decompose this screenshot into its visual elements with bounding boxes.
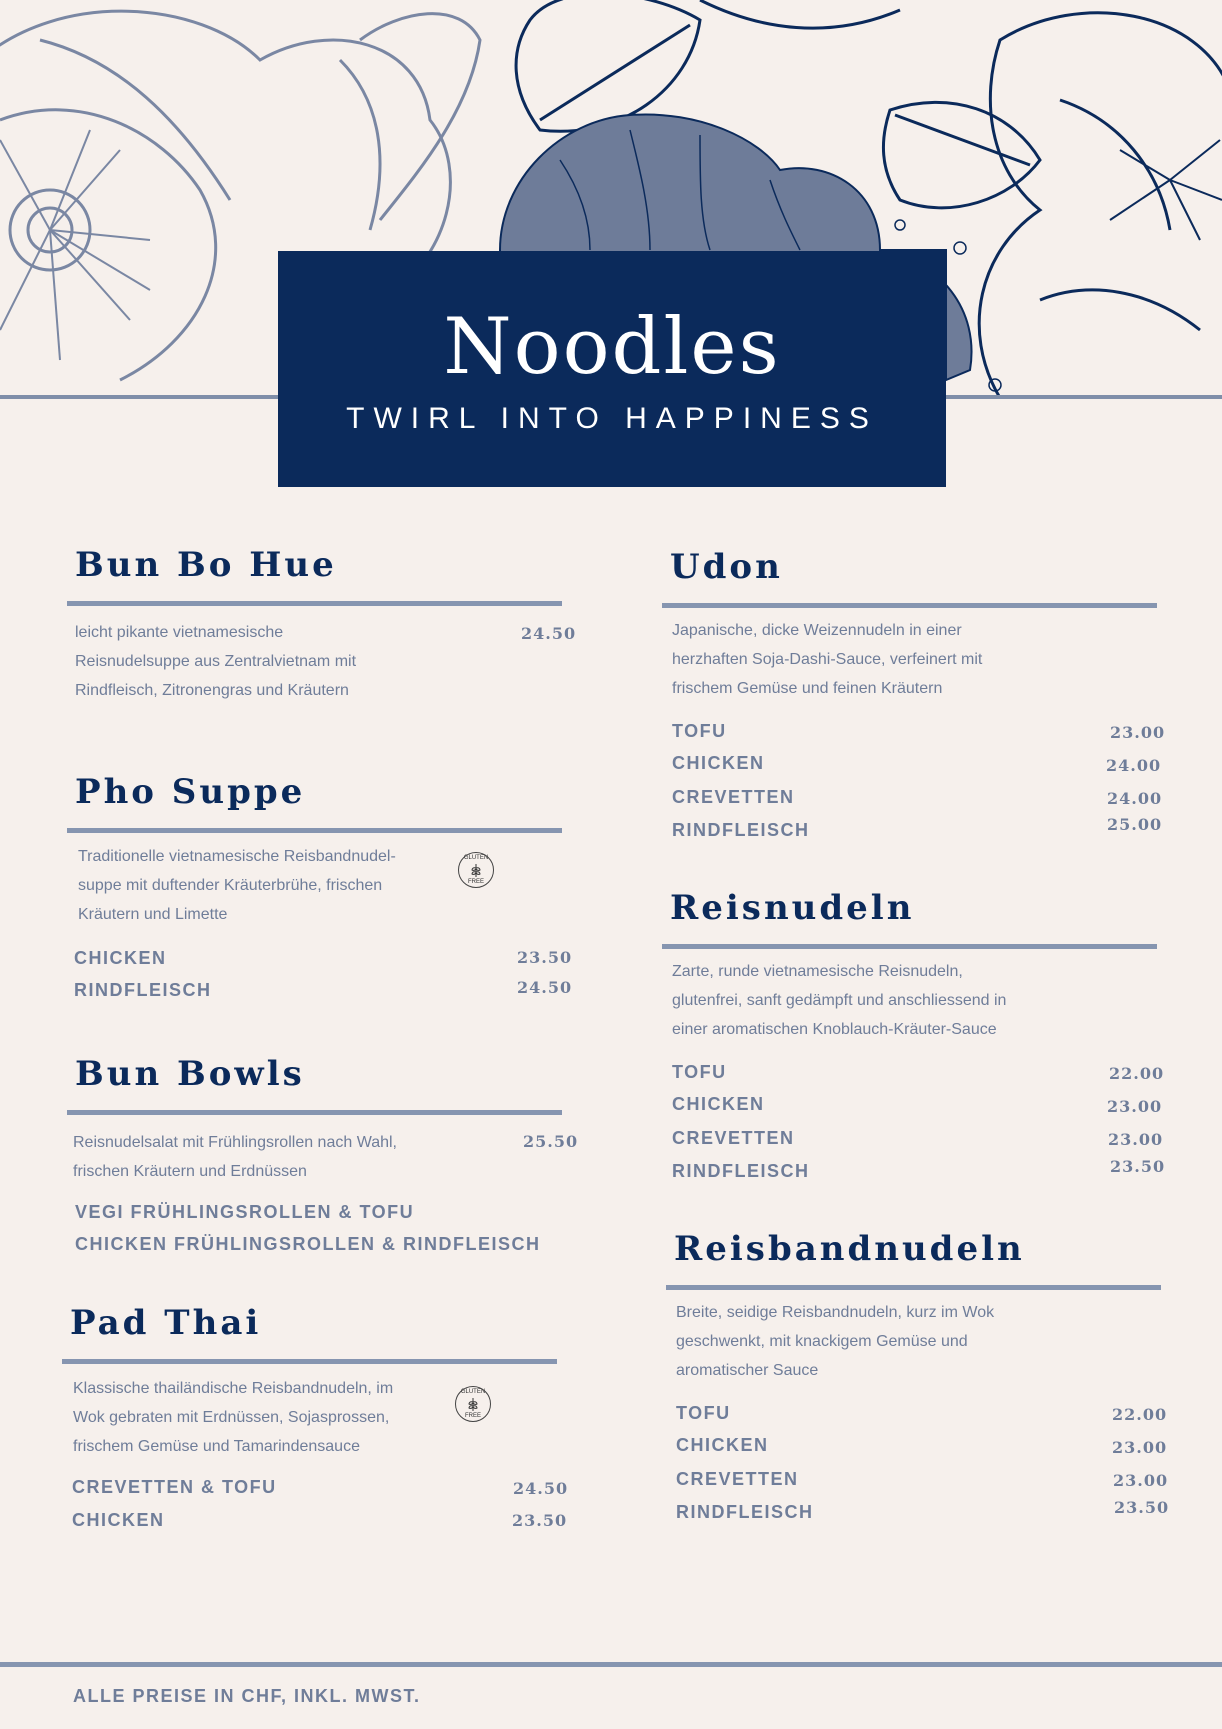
dish-price: 24.50 [521,624,577,643]
dish-description [672,616,982,703]
description-line: glutenfrei, sanft gedämpft und anschliessend in [672,992,1007,1009]
dish-price: 25.50 [523,1132,579,1151]
dish-description [78,842,396,929]
option-price: 25.00 [1107,815,1163,834]
option-price: 23.00 [1110,723,1166,742]
description-line: Wok gebraten mit Erdnüssen, Sojasprossen, [73,1409,390,1426]
option-name: CHICKEN [72,1510,165,1530]
section-rule [666,1285,1161,1290]
description-line: frischen Kräutern und Erdnüssen [73,1163,307,1180]
section-udon [662,545,1157,608]
description-line: Zarte, runde vietnamesische Reisnudeln, [672,963,963,980]
option-name: CHICKEN [676,1435,769,1455]
option-name: CREVETTEN & TOFU [72,1477,277,1497]
description-line: aromatischer Sauce [676,1362,819,1379]
section-rule [67,828,562,833]
section-pad-thai [62,1301,557,1364]
option-price: 23.00 [1107,1097,1163,1116]
option-name: CREVETTEN [676,1469,799,1489]
badge-text-top: GLUTEN [463,855,489,861]
option-name: TOFU [672,1062,727,1082]
section-title: Pad Thai [70,1303,262,1343]
section-title: Bun Bo Hue [75,545,337,585]
option-name: RINDFLEISCH [676,1502,814,1522]
option-name: RINDFLEISCH [672,1161,810,1181]
option-price: 23.50 [512,1511,568,1530]
description-line: Japanische, dicke Weizennudeln in einer [672,622,962,639]
description-line: frischem Gemüse und feinen Kräutern [672,680,943,697]
section-reisnudeln [662,886,1157,949]
description-line: herzhaften Soja-Dashi-Sauce, verfeinert mit [672,651,983,668]
section-rule [62,1359,557,1364]
option-name: CHICKEN [74,948,167,968]
menu-tagline: TWIRL INTO HAPPINESS [346,402,878,435]
description-line: leicht pikante vietnamesische [75,624,284,641]
section-bun-bo-hue [67,543,562,606]
option-price: 23.50 [1114,1498,1170,1517]
badge-text-top: GLUTEN [460,1389,486,1395]
dish-description [75,618,356,705]
section-rule [67,1110,562,1115]
menu-title: Noodles [443,302,781,392]
price-note: ALLE PREISE IN CHF, INKL. MWST. [73,1686,421,1706]
option-name: CHICKEN [672,1094,765,1114]
description-line: Klassische thailändische Reisbandnudeln, im [73,1380,394,1397]
option-name: RINDFLEISCH [74,980,212,1000]
description-line: Rindfleisch, Zitronengras und Kräutern [75,682,349,699]
description-line: Reisnudelsalat mit Frühlingsrollen nach Wahl, [73,1134,397,1151]
option-price: 24.00 [1107,789,1163,808]
section-title: Reisnudeln [670,888,915,928]
section-rule [662,603,1157,608]
description-line: Reisnudelsuppe aus Zentralvietnam mit [75,653,357,670]
badge-text-bottom: FREE [464,1413,481,1419]
option-name: CHICKEN [672,753,765,773]
description-line: Kräutern und Limette [78,906,228,923]
section-title: Pho Suppe [75,772,306,812]
gluten-free-icon [458,852,494,888]
option-price: 23.00 [1113,1471,1169,1490]
option-price: 24.50 [517,978,573,997]
option-name: CREVETTEN [672,1128,795,1148]
footer-divider [0,1662,1222,1667]
description-line: einer aromatischen Knoblauch-Kräuter-Sauce [672,1021,997,1038]
section-rule [662,944,1157,949]
option-price: 23.50 [517,948,573,967]
option-price: 22.00 [1112,1405,1168,1424]
option-name: RINDFLEISCH [672,820,810,840]
description-line: suppe mit duftender Kräuterbrühe, frischen [78,877,383,894]
title-block [278,251,946,487]
description-line: frischem Gemüse und Tamarindensauce [73,1438,360,1455]
section-title: Reisbandnudeln [674,1229,1025,1269]
option-name: TOFU [676,1403,731,1423]
option-name: CREVETTEN [672,787,795,807]
dish-description [73,1128,397,1186]
description-line: Traditionelle vietnamesische Reisbandnudel- [78,848,396,865]
section-title: Udon [670,547,783,587]
dish-description [73,1374,393,1461]
section-rule [67,601,562,606]
description-line: geschwenkt, mit knackigem Gemüse und [676,1333,968,1350]
option-price: 24.00 [1106,756,1162,775]
dish-description [676,1298,994,1385]
section-reisbandnudeln [666,1227,1161,1290]
dish-description [672,957,1006,1044]
section-title: Bun Bowls [75,1054,305,1094]
option-price: 23.00 [1108,1130,1164,1149]
option-name: VEGI FRÜHLINGSROLLEN & TOFU [75,1202,415,1222]
section-pho-suppe [67,770,562,833]
option-name: CHICKEN FRÜHLINGSROLLEN & RINDFLEISCH [75,1234,541,1254]
gluten-free-icon [455,1386,491,1422]
option-name: TOFU [672,721,727,741]
option-price: 24.50 [513,1479,569,1498]
badge-text-bottom: FREE [467,879,484,885]
option-price: 23.00 [1112,1438,1168,1457]
section-bun-bowls [67,1052,562,1115]
option-price: 23.50 [1110,1157,1166,1176]
description-line: Breite, seidige Reisbandnudeln, kurz im Wok [676,1304,995,1321]
option-price: 22.00 [1109,1064,1165,1083]
